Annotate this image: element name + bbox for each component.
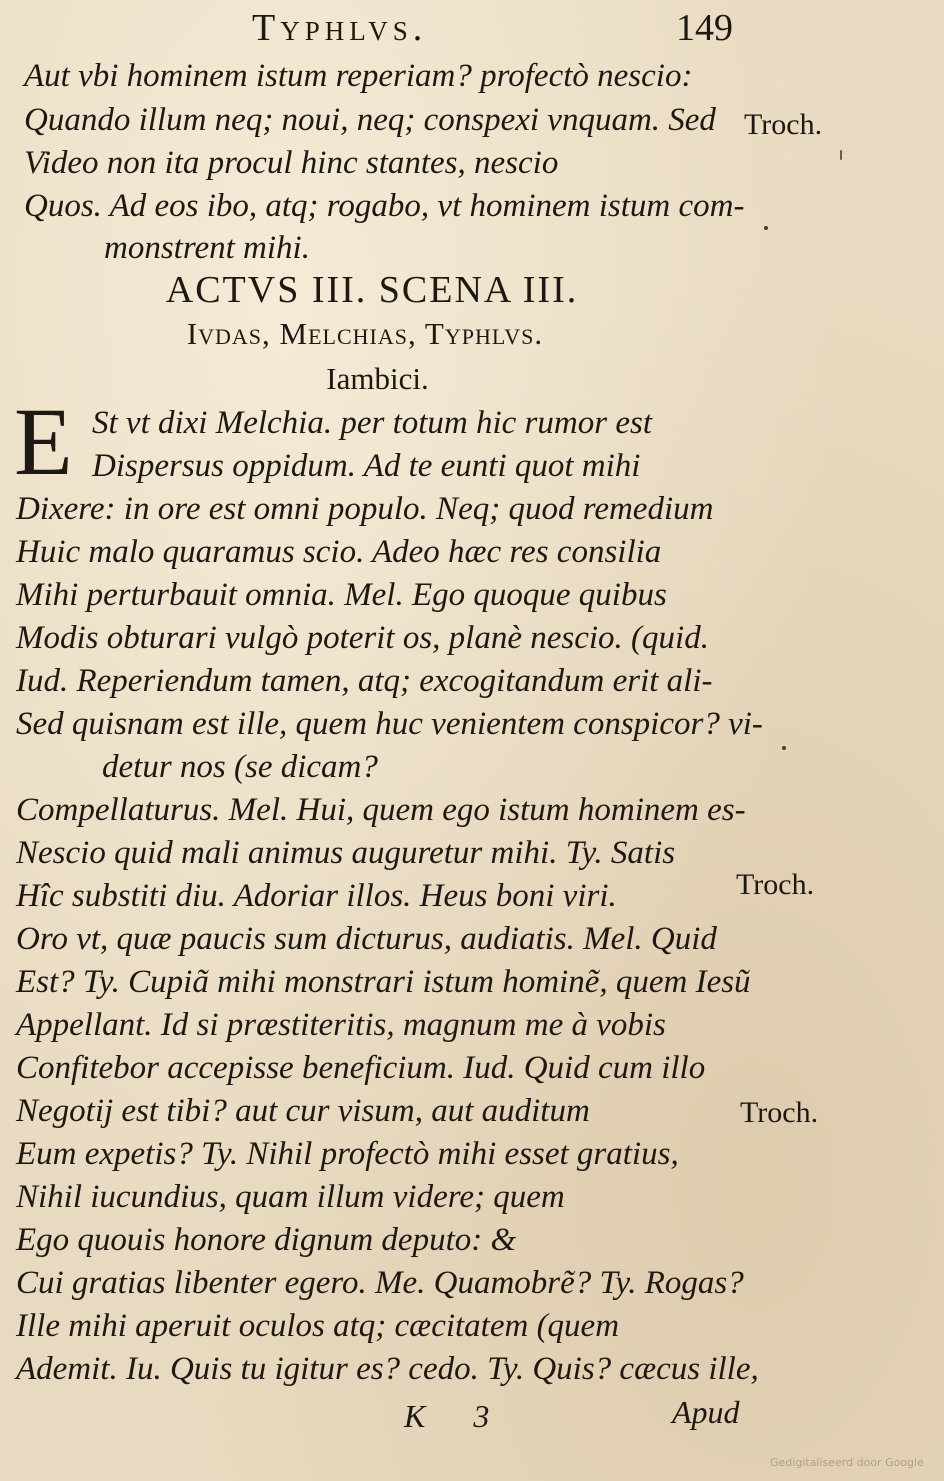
verse-line: Oro vt, quæ paucis sum dicturus, audiatis. Mel. Quid (16, 921, 717, 957)
verse-line: Quando illum neq; noui, neq; conspexi vnquam. Sed (24, 102, 716, 138)
verse-line: Dispersus oppidum. Ad te eunti quot mihi (92, 448, 641, 484)
ink-fleck (764, 226, 768, 230)
verse-line: St vt dixi Melchia. per totum hic rumor est (92, 405, 652, 441)
verse-line: Eum expetis? Ty. Nihil profectò mihi esset gratius, (16, 1136, 679, 1172)
verse-line: Sed quisnam est ille, quem huc venientem conspicor? vi- (16, 706, 763, 742)
verse-line: Est? Ty. Cupiã mihi monstrari istum hominẽ, quem Iesũ (16, 964, 751, 1000)
verse-line: monstrent mihi. (104, 230, 310, 266)
verse-line: Ego quouis honore dignum deputo: & (16, 1222, 517, 1258)
verse-line: Nihil iucundius, quam illum videre; quem (16, 1179, 565, 1215)
verse-line: Aut vbi hominem istum reperiam? profectò nescio: (24, 58, 693, 94)
verse-line: Quos. Ad eos ibo, atq; rogabo, vt hominem istum com- (24, 188, 745, 224)
verse-line: Dixere: in ore est omni populo. Neq; quod remedium (16, 491, 714, 527)
drop-cap: E (14, 388, 73, 495)
verse-line: Ille mihi aperuit oculos atq; cæcitatem (quem (16, 1308, 620, 1344)
verse-line: Modis obturari vulgò poterit os, planè nescio. (quid. (16, 620, 709, 656)
margin-note-troch: Troch. (744, 108, 823, 141)
verse-line: Nescio quid mali animus auguretur mihi. Ty. Satis (16, 835, 676, 871)
verse-line: Compellaturus. Mel. Hui, quem ego istum hominem es- (16, 792, 746, 828)
verse-line: Video non ita procul hinc stantes, nescio (24, 145, 559, 181)
margin-note-troch: Troch. (740, 1096, 819, 1129)
scene-meter: Iambici. (326, 361, 429, 396)
verse-line: Confitebor accepisse beneficium. Iud. Quid cum illo (16, 1050, 706, 1086)
verse-line: Appellant. Id si præstiteritis, magnum me à vobis (16, 1007, 666, 1043)
verse-line: Negotij est tibi? aut cur visum, aut auditum (16, 1093, 590, 1129)
verse-line: detur nos (se dicam? (102, 749, 378, 785)
verse-line: Huic malo quaramus scio. Adeo hæc res consilia (16, 534, 662, 570)
scene-heading: ACTVS III. SCENA III. (165, 269, 579, 311)
ink-fleck (782, 746, 786, 750)
catchword: Apud (672, 1394, 740, 1430)
running-head (0, 4, 944, 50)
signature-mark: K 3 (404, 1398, 510, 1434)
scene-characters: Ivdas, Melchias, Typhlvs. (186, 316, 544, 351)
ink-fleck (840, 150, 842, 160)
verse-line: Iud. Reperiendum tamen, atq; excogitandum erit ali- (16, 663, 713, 699)
verse-line: Cui gratias libenter egero. Me. Quamobrẽ? Ty. Rogas? (16, 1265, 744, 1301)
margin-note-troch: Troch. (736, 868, 815, 901)
verse-line: Hîc substiti diu. Adoriar illos. Heus boni viri. (16, 878, 617, 914)
verse-line: Ademit. Iu. Quis tu igitur es? cedo. Ty. Quis? cæcus ille, (16, 1351, 759, 1387)
digitization-watermark: Gedigitaliseerd door Google (770, 1456, 924, 1469)
running-title: Typhlvs. (252, 7, 428, 49)
page-number: 149 (676, 7, 733, 49)
verse-line: Mihi perturbauit omnia. Mel. Ego quoque quibus (16, 577, 667, 613)
